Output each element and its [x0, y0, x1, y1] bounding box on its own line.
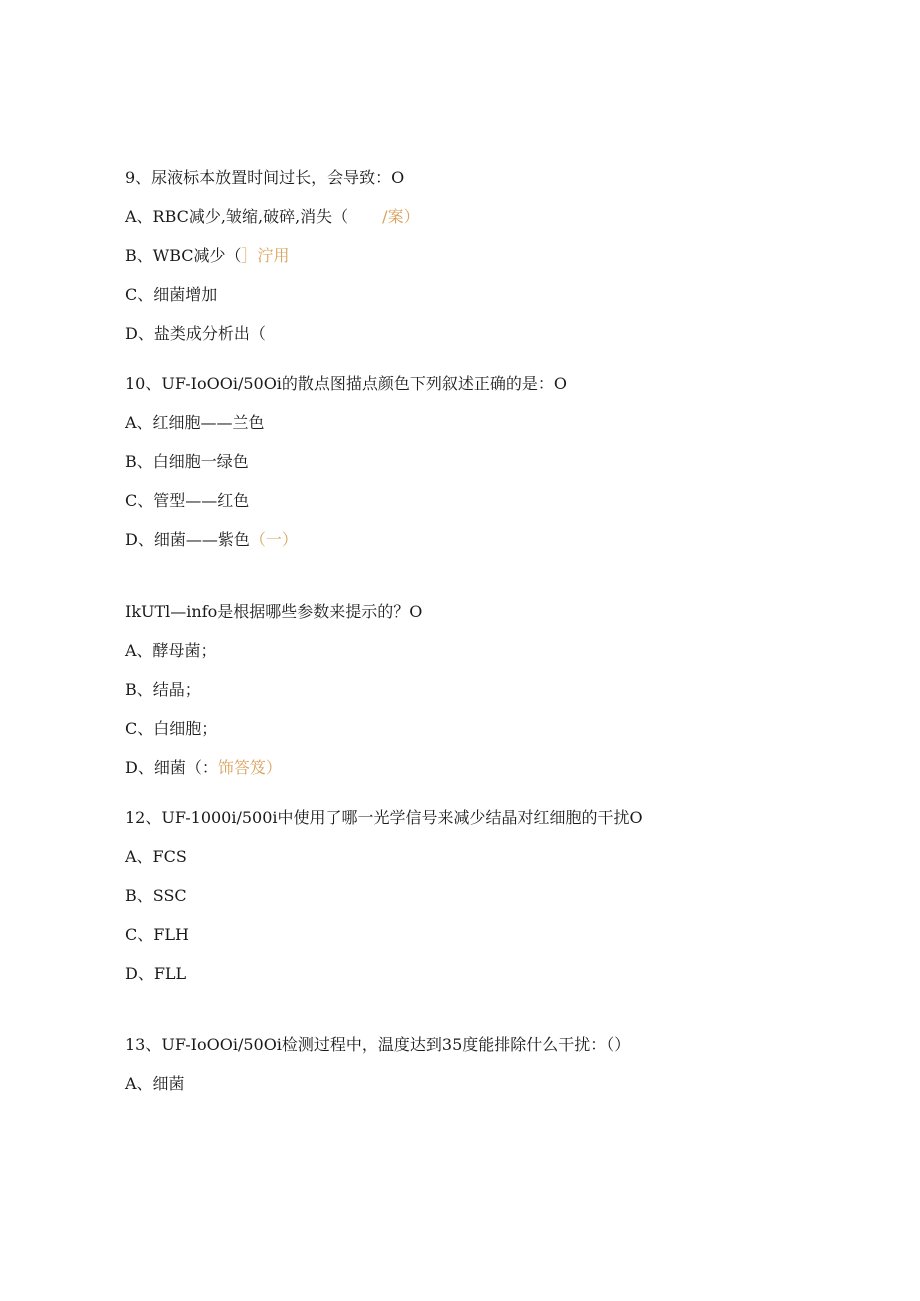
question-12-option-a: A、FCS: [125, 847, 187, 866]
question-9-option-a: [125, 207, 420, 227]
handwritten-answer-mark: ］泞用: [241, 246, 290, 265]
question-12-option-c: C、FLH: [125, 925, 189, 944]
question-11-option-b: B、结晶；: [125, 680, 201, 699]
question-13-stem: 13、UF-IoOOi/50Oi检测过程中，温度达到35度能排除什么干扰：（）: [125, 1035, 631, 1054]
question-11-option-d: [125, 758, 282, 778]
handwritten-answer-mark: 饰答笈）: [217, 758, 282, 777]
question-9-option-c: C、细菌增加: [125, 285, 218, 304]
question-10-option-b: B、白细胞一绿色: [125, 452, 249, 471]
question-12-stem: 12、UF-1000i/500i中使用了哪一光学信号来减少结晶对红细胞的干扰O: [125, 808, 643, 827]
question-10-option-c: C、管型——红色: [125, 491, 250, 510]
question-9-option-b: [125, 246, 290, 266]
question-11-option-c: C、白细胞；: [125, 719, 218, 738]
option-text: D、细菌——紫色: [125, 530, 250, 549]
question-10-option-a: A、红细胞——兰色: [125, 413, 265, 432]
option-text: A、RBC减少,皱缩,破碎,消失（: [125, 207, 349, 226]
question-10-stem: 10、UF-IoOOi/50Oi的散点图描点颜色下列叙述正确的是：O: [125, 374, 568, 393]
question-9-stem: 9、尿液标本放置时间过长，会导致：O: [125, 168, 405, 187]
handwritten-answer-mark: （一）: [249, 530, 298, 549]
handwritten-answer-mark: /案）: [382, 207, 420, 226]
question-12-option-b: B、SSC: [125, 886, 187, 905]
question-9-option-d: D、盐类成分析出（: [125, 324, 266, 343]
option-text: B、WBC减少（: [125, 246, 242, 265]
question-10-option-d: [125, 530, 298, 550]
question-11-option-a: A、酵母菌；: [125, 641, 217, 660]
option-text: D、细菌（：: [125, 758, 218, 777]
question-13-option-a: A、细菌: [125, 1074, 185, 1093]
question-12-option-d: D、FLL: [125, 964, 187, 983]
question-11-stem: IkUTl—info是根据哪些参数来提示的？O: [125, 602, 423, 621]
